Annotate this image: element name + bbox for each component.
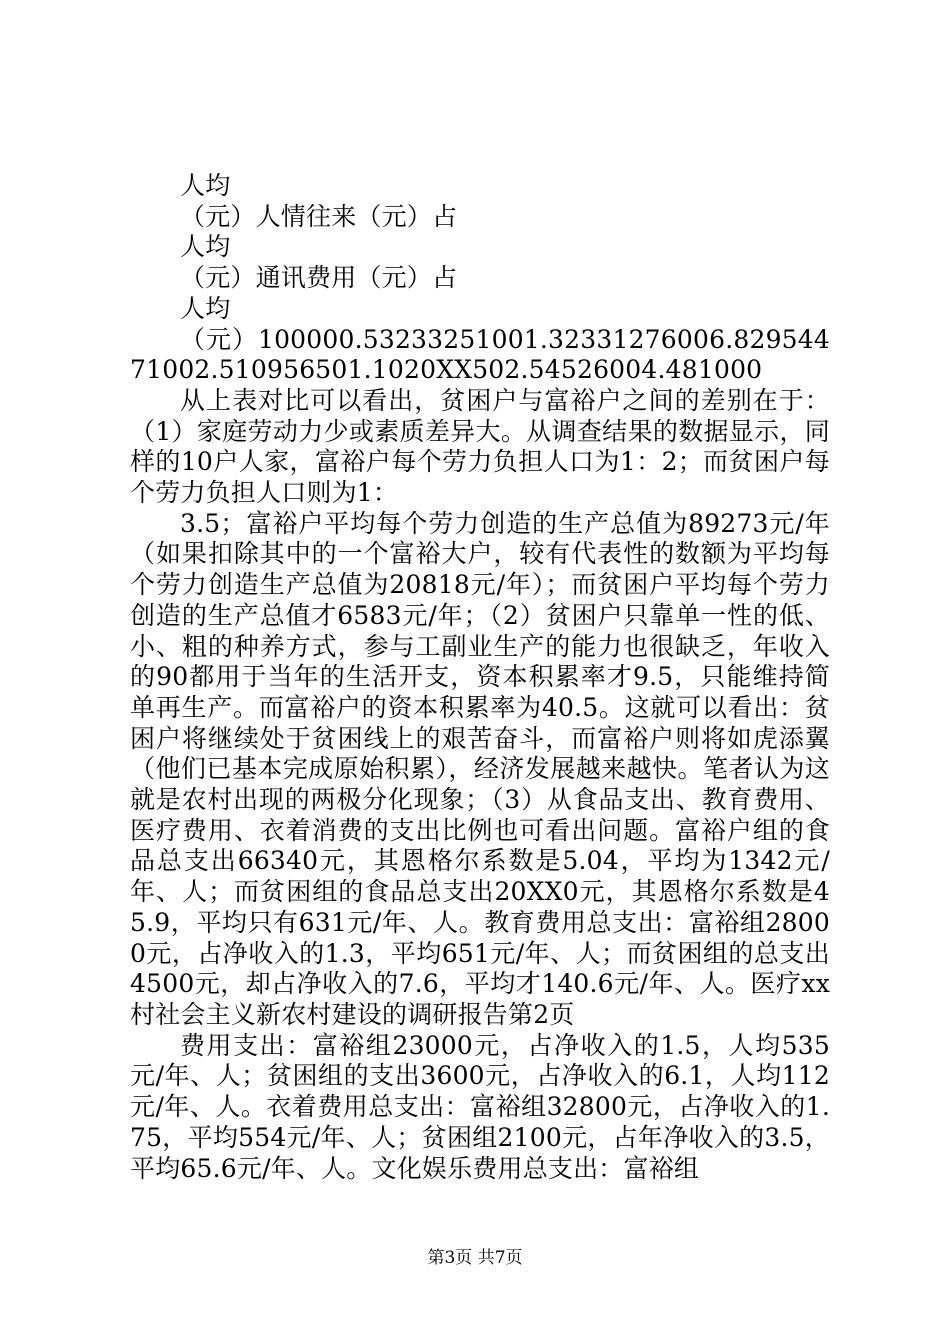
page-number-footer: 第3页 共7页 [427, 1248, 523, 1268]
paragraph: 人均 [180, 171, 231, 200]
paragraph: （元）人情往来（元）占 [180, 201, 458, 231]
paragraph: 人均 [180, 232, 231, 262]
paragraph: 3.5；富裕户平均每个劳力创造的生产总值为89273元/年（如果扣除其中的一个富裕大户，较有代表性的数额为平均每个劳力创造生产总值为20818元/年）；而贫困户平均每个劳力创造的生产总值才6583元/年；（2）贫困户只靠单一性的低、小、粗的种养方式，参与工副业生产的能力也很缺乏，年收入的90都用于当年的生活开支，资本积累率才9.5，只能维持简单再生产。而富裕户的资本积累率为40.5。这就可以看出：贫困户将继续处于贫困线上的艰苦奋斗，而富裕户则将如虎添翼（他们已基本完成原始积累），经济发展越来越快。笔者认为这就是农村出现的两极分化现象；（3）从食品支出、教育费用、医疗费用、衣着消费的支出比例也可看出问题。富裕户组的食品总支出66340元，其恩格尔系数是5.04，平均为1342元/年、人；而贫困组的食品总支出20XX0元，其恩格尔系数是45.9，平均只有631元/年、人。教育费用总支出：富裕组28000元，占净收入的1.3，平均651元/年、人；而贫困组的总支出4500元，却占净收入的7.6，平均才140.6元/年、人。医疗xx村社会主义新农村建设的调研报告第2页 [130, 508, 830, 1029]
paragraph: 从上表对比可以看出，贫困户与富裕户之间的差别在于：（1）家庭劳动力少或素质差异大。从调查结果的数据显示，同样的10户人家，富裕户每个劳力负担人口为1：2；而贫困户每个劳力负担人口则为1： [130, 385, 830, 508]
paragraph: 人均 [180, 293, 231, 323]
paragraph: 费用支出：富裕组23000元，占净收入的1.5，人均535元/年、人；贫困组的支出3600元，占净收入的6.1，人均112元/年、人。衣着费用总支出：富裕组32800元，占净收入的1.75，平均554元/年、人；贫困组2100元，占年净收入的3.5，平均65.6元/年、人。文化娱乐费用总支出：富裕组 [130, 1030, 830, 1183]
paragraph: （元）100000.53233251001.32331276006.82954471002.510956501.1020XX502.54526004.481000 [130, 324, 830, 385]
body-text [130, 171, 830, 1184]
paragraph: （元）通讯费用（元）占 [180, 263, 458, 293]
